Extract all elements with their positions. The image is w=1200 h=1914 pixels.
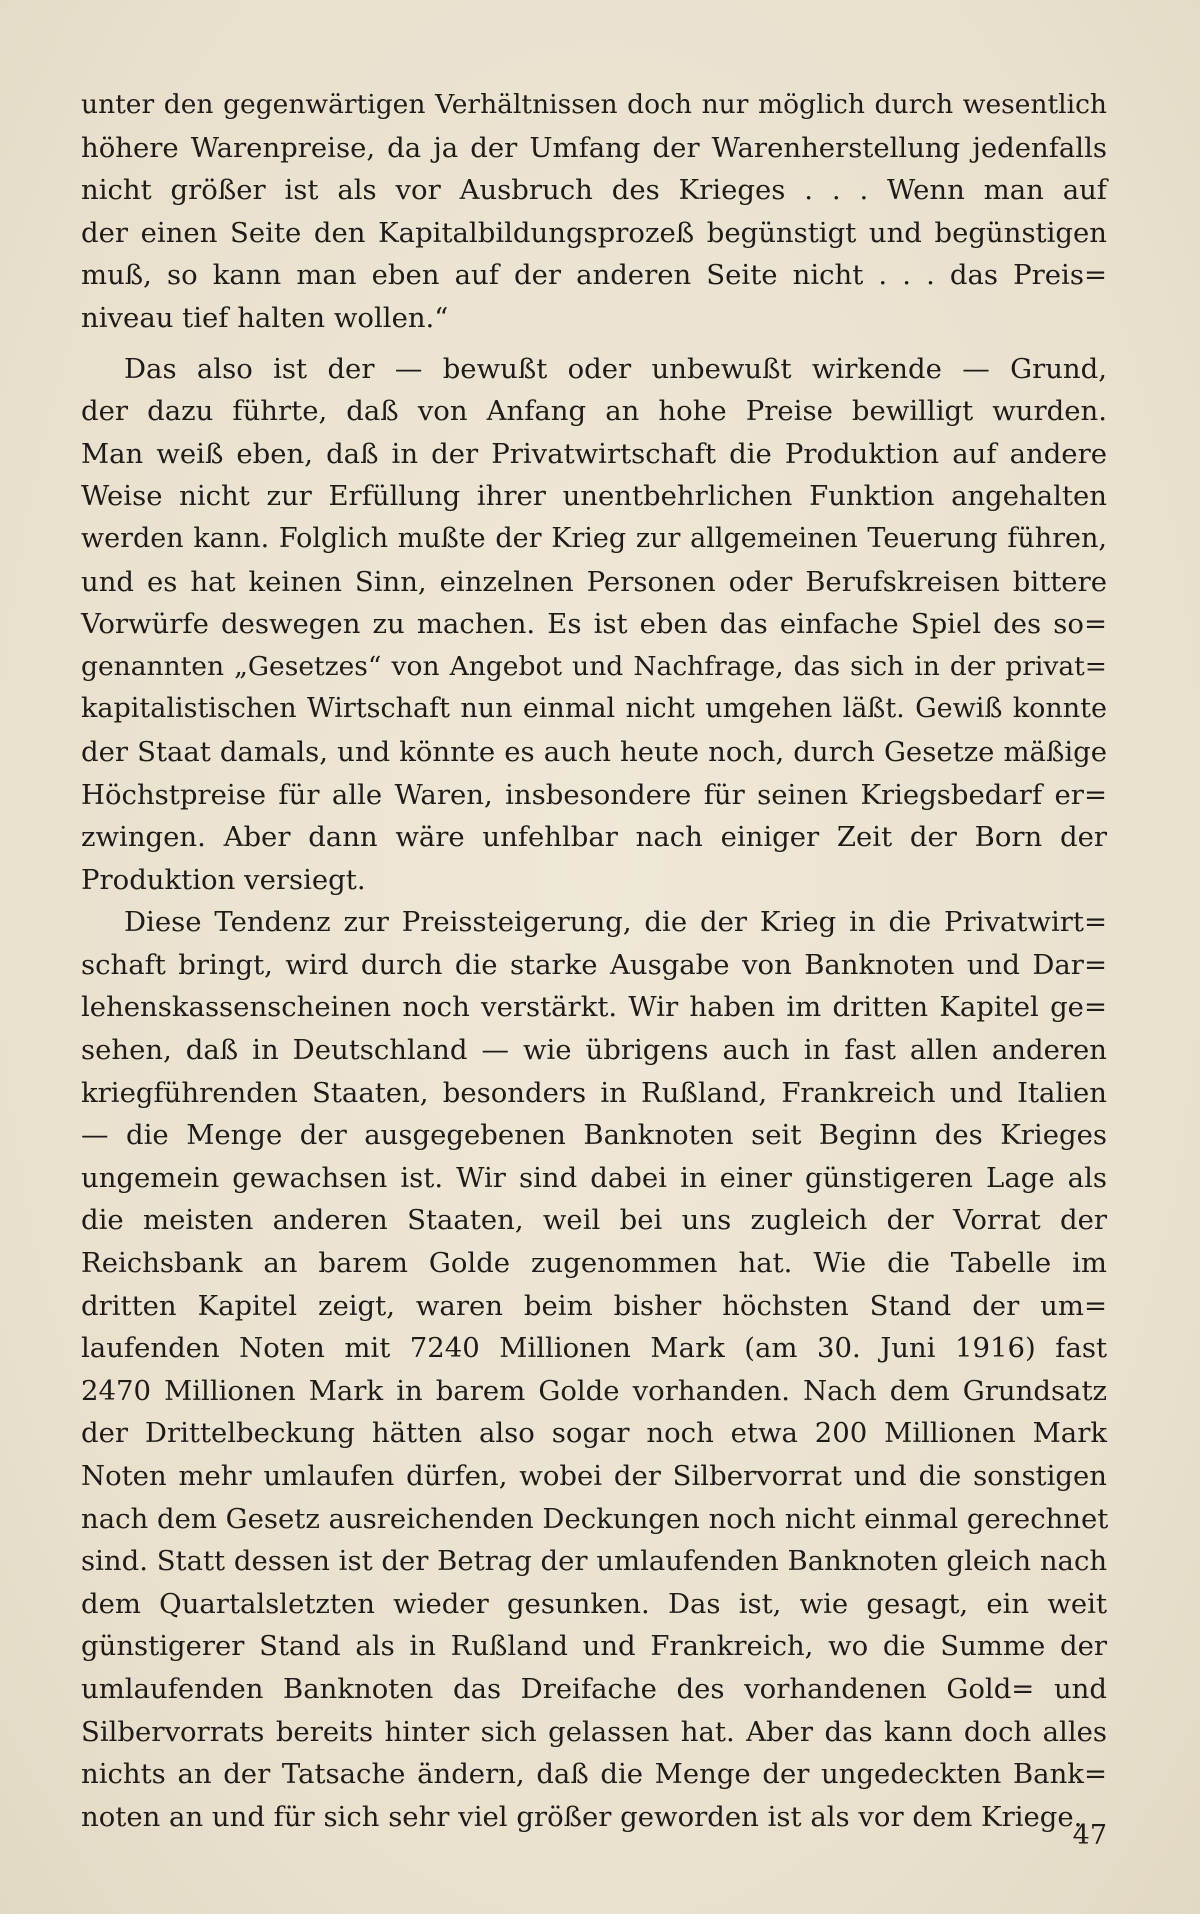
text-line: Diese Tendenz zur Preissteigerung, die der Krieg in die Privatwirt= xyxy=(124,906,1107,939)
text-line: nicht größer ist als vor Ausbruch des Krieges . . . Wenn man auf xyxy=(81,174,1107,207)
text-line: kapitalistischen Wirtschaft nun einmal nicht umgehen läßt. Gewiß konnte xyxy=(81,693,1107,725)
text-line: nichts an der Tatsache ändern, daß die Menge der ungedeckten Bank= xyxy=(81,1758,1107,1791)
text-line: die meisten anderen Staaten, weil bei uns zugleich der Vorrat der xyxy=(81,1204,1107,1237)
paragraph-1 xyxy=(81,84,1107,340)
text-line: Silbervorrats bereits hinter sich gelassen hat. Aber das kann doch alles xyxy=(81,1715,1107,1748)
text-line: Reichsbank an barem Golde zugenommen hat. Wie die Tabelle im xyxy=(81,1247,1107,1280)
text-line: schaft bringt, wird durch die starke Ausgabe von Banknoten und Dar= xyxy=(81,948,1107,981)
text-line: höhere Warenpreise, da ja der Umfang der Warenherstellung jedenfalls xyxy=(81,131,1107,164)
paragraph-2 xyxy=(81,348,1107,902)
text-line: der einen Seite den Kapitalbildungsprozeß begünstigt und begünstigen xyxy=(81,216,1107,249)
text-line: zwingen. Aber dann wäre unfehlbar nach einiger Zeit der Born der xyxy=(81,821,1107,854)
text-line: noten an und für sich sehr viel größer geworden ist als vor dem Kriege. xyxy=(81,1800,1083,1833)
text-line: werden kann. Folglich mußte der Krieg zur allgemeinen Teuerung führen, xyxy=(81,522,1107,554)
text-line: genannten „Gesetzes“ von Angebot und Nachfrage, das sich in der privat= xyxy=(81,650,1107,682)
text-line: sehen, daß in Deutschland — wie übrigens auch in fast allen anderen xyxy=(81,1034,1107,1067)
text-line: der dazu führte, daß von Anfang an hohe Preise bewilligt wurden. xyxy=(81,395,1107,428)
text-line: Produktion versiegt. xyxy=(81,863,366,896)
text-line: muß, so kann man eben auf der anderen Seite nicht . . . das Preis= xyxy=(81,259,1107,292)
text-line: dritten Kapitel zeigt, waren beim bisher höchsten Stand der um= xyxy=(81,1289,1107,1322)
text-line: Weise nicht zur Erfüllung ihrer unentbehrlichen Funktion angehalten xyxy=(81,480,1107,513)
page-number: 47 xyxy=(1072,1820,1107,1851)
text-line: umlaufenden Banknoten das Dreifache des vorhandenen Gold= und xyxy=(81,1672,1107,1705)
text-line: Vorwürfe deswegen zu machen. Es ist eben das einfache Spiel des so= xyxy=(81,608,1107,641)
text-line: kriegführenden Staaten, besonders in Rußland, Frankreich und Italien xyxy=(81,1076,1107,1109)
text-line: Noten mehr umlaufen dürfen, wobei der Silbervorrat und die sonstigen xyxy=(81,1460,1107,1492)
text-line: unter den gegenwärtigen Verhältnissen doch nur möglich durch wesentlich xyxy=(81,89,1107,120)
text-line: nach dem Gesetz ausreichenden Deckungen noch nicht einmal gerechnet xyxy=(81,1502,1109,1535)
paragraph-3 xyxy=(81,901,1107,1838)
text-line: lehenskassenscheinen noch verstärkt. Wir haben im dritten Kapitel ge= xyxy=(81,991,1107,1024)
text-line: und es hat keinen Sinn, einzelnen Personen oder Berufskreisen bittere xyxy=(81,565,1107,598)
text-line: Man weiß eben, daß in der Privatwirtschaft die Produktion auf andere xyxy=(81,437,1107,470)
text-line: der Staat damals, und könnte es auch heute noch, durch Gesetze mäßige xyxy=(81,735,1107,768)
text-line: ungemein gewachsen ist. Wir sind dabei in einer günstigeren Lage als xyxy=(81,1161,1107,1194)
text-line: laufenden Noten mit 7240 Millionen Mark (am 30. Juni 1916) fast xyxy=(81,1332,1107,1365)
text-line: günstigerer Stand als in Rußland und Frankreich, wo die Summe der xyxy=(81,1630,1107,1663)
text-line: — die Menge der ausgegebenen Banknoten seit Beginn des Krieges xyxy=(81,1119,1107,1152)
text-line: niveau tief halten wollen.“ xyxy=(81,301,449,334)
text-line: 2470 Millionen Mark in barem Golde vorhanden. Nach dem Grundsatz xyxy=(81,1374,1107,1407)
text-line: dem Quartalsletzten wieder gesunken. Das ist, wie gesagt, ein weit xyxy=(81,1587,1107,1620)
body-text xyxy=(81,84,1107,1838)
text-line: Das also ist der — bewußt oder unbewußt wirkende — Grund, xyxy=(124,352,1107,385)
text-line: sind. Statt dessen ist der Betrag der umlaufenden Banknoten gleich nach xyxy=(81,1545,1108,1578)
text-line: Höchstpreise für alle Waren, insbesondere für seinen Kriegsbedarf er= xyxy=(81,778,1107,811)
text-line: der Drittelbeckung hätten also sogar noch etwa 200 Millionen Mark xyxy=(81,1417,1107,1450)
